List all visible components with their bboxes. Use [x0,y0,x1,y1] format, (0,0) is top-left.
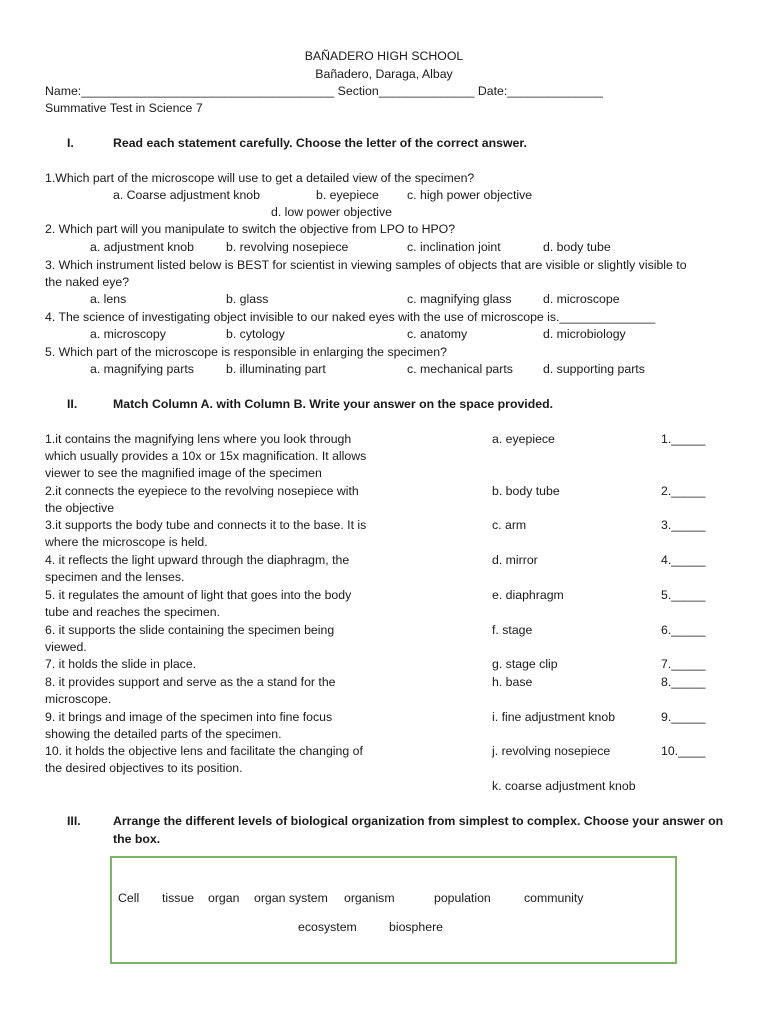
match-item-4-line1: 4. it reflects the light upward through the diaphragm, the [45,553,350,567]
question-3-text-line1: 3. Which instrument listed below is BEST for scientist in viewing samples of objects that are visible or slightly visible to [45,258,687,272]
question-2-choice-b: b. revolving nosepiece [226,240,349,254]
answer-blank-10: 10.____ [661,744,706,758]
question-2-choice-c: c. inclination joint [407,240,501,254]
match-choice-d: d. mirror [492,553,538,567]
match-item-10-line2: the desired objectives to its position. [45,761,243,775]
box-term-cell: Cell [118,891,140,905]
match-item-7-line1: 7. it holds the slide in place. [45,657,197,671]
match-choice-i: i. fine adjustment knob [492,710,616,724]
match-choice-a: a. eyepiece [492,432,555,446]
question-5-choice-d: d. supporting parts [543,362,645,376]
question-4-text: 4. The science of investigating object invisible to our naked eyes with the use of microscope is.______________ [45,310,656,324]
match-choice-b: b. body tube [492,484,560,498]
answer-blank-1: 1._____ [661,432,706,446]
question-1-choice-a: a. Coarse adjustment knob [113,188,260,202]
match-item-4-line2: specimen and the lenses. [45,570,185,584]
match-item-1-line3: viewer to see the magnified image of the specimen [45,466,322,480]
match-choice-g: g. stage clip [492,657,558,671]
match-item-6-line2: viewed. [45,640,87,654]
match-item-9-line2: showing the detailed parts of the specimen. [45,727,282,741]
question-5-choice-b: b. illuminating part [226,362,326,376]
match-choice-e: e. diaphragm [492,588,564,602]
match-item-2-line2: the objective [45,501,115,515]
question-3-choice-d: d. microscope [543,292,620,306]
match-item-1-line2: which usually provides a 10x or 15x magnification. It allows [45,449,367,463]
match-item-2-line1: 2.it connects the eyepiece to the revolving nosepiece with [45,484,359,498]
question-1-choice-d: d. low power objective [271,205,392,219]
school-address: Bañadero, Daraga, Albay [315,67,453,81]
match-choice-f: f. stage [492,623,533,637]
answer-blank-5: 5._____ [661,588,706,602]
question-1-choice-c: c. high power objective [407,188,533,202]
question-4-choice-b: b. cytology [226,327,285,341]
question-3-choice-b: b. glass [226,292,269,306]
box-term-population: population [434,891,491,905]
answer-blank-2: 2._____ [661,484,706,498]
answer-blank-3: 3._____ [661,518,706,532]
answer-blank-4: 4._____ [661,553,706,567]
match-item-3-line1: 3.it supports the body tube and connects it to the base. It is [45,518,367,532]
question-3-choice-c: c. magnifying glass [407,292,512,306]
part1-numeral: I. [67,136,74,150]
school-name: BAÑADERO HIGH SCHOOL [304,49,464,63]
match-item-8-line1: 8. it provides support and serve as the a stand for the [45,675,336,689]
question-5-choice-a: a. magnifying parts [90,362,194,376]
box-term-ecosystem: ecosystem [298,920,357,934]
answer-choices-box [110,856,677,964]
question-1-text: 1.Which part of the microscope will use to get a detailed view of the specimen? [45,171,475,185]
question-2-choice-a: a. adjustment knob [90,240,194,254]
question-3-choice-a: a. lens [90,292,127,306]
answer-blank-9: 9._____ [661,710,706,724]
part2-instruction: Match Column A. with Column B. Write your answer on the space provided. [113,397,554,411]
match-item-8-line2: microscope. [45,692,112,706]
match-item-3-line2: where the microscope is held. [45,535,208,549]
answer-blank-6: 6._____ [661,623,706,637]
question-1-choice-b: b. eyepiece [316,188,379,202]
test-title: Summative Test in Science 7 [45,101,203,115]
box-term-organism: organism [344,891,395,905]
question-3-text-line2: the naked eye? [45,275,130,289]
question-2-choice-d: d. body tube [543,240,611,254]
name-section-date-line: Name:_____________________________________ Section______________ Date:______________ [45,84,603,98]
match-item-9-line1: 9. it brings and image of the specimen into fine focus [45,710,333,724]
box-term-community: community [524,891,584,905]
question-4-choice-c: c. anatomy [407,327,468,341]
part2-numeral: II. [67,397,78,411]
match-item-6-line1: 6. it supports the slide containing the specimen being [45,623,335,637]
answer-blank-8: 8._____ [661,675,706,689]
question-4-choice-d: d. microbiology [543,327,626,341]
match-choice-j: j. revolving nosepiece [492,744,611,758]
match-item-10-line1: 10. it holds the objective lens and facilitate the changing of [45,744,363,758]
match-choice-h: h. base [492,675,533,689]
match-choice-k: k. coarse adjustment knob [492,779,636,793]
box-term-organ: organ [208,891,240,905]
part3-instruction-line2: the box. [113,832,161,846]
question-2-text: 2. Which part will you manipulate to switch the objective from LPO to HPO? [45,222,456,236]
box-term-organ-system: organ system [254,891,328,905]
match-item-1-line1: 1.it contains the magnifying lens where you look through [45,432,352,446]
question-4-choice-a: a. microscopy [90,327,166,341]
match-item-5-line1: 5. it regulates the amount of light that goes into the body [45,588,352,602]
answer-blank-7: 7._____ [661,657,706,671]
box-term-tissue: tissue [162,891,195,905]
question-5-choice-c: c. mechanical parts [407,362,513,376]
question-5-text: 5. Which part of the microscope is responsible in enlarging the specimen? [45,345,447,359]
match-choice-c: c. arm [492,518,527,532]
match-item-5-line2: tube and reaches the specimen. [45,605,221,619]
box-term-biosphere: biosphere [389,920,444,934]
part1-instruction: Read each statement carefully. Choose the letter of the correct answer. [113,136,527,150]
part3-numeral: III. [67,814,81,828]
part3-instruction-line1: Arrange the different levels of biological organization from simplest to complex. Choose your answer on [113,814,724,828]
